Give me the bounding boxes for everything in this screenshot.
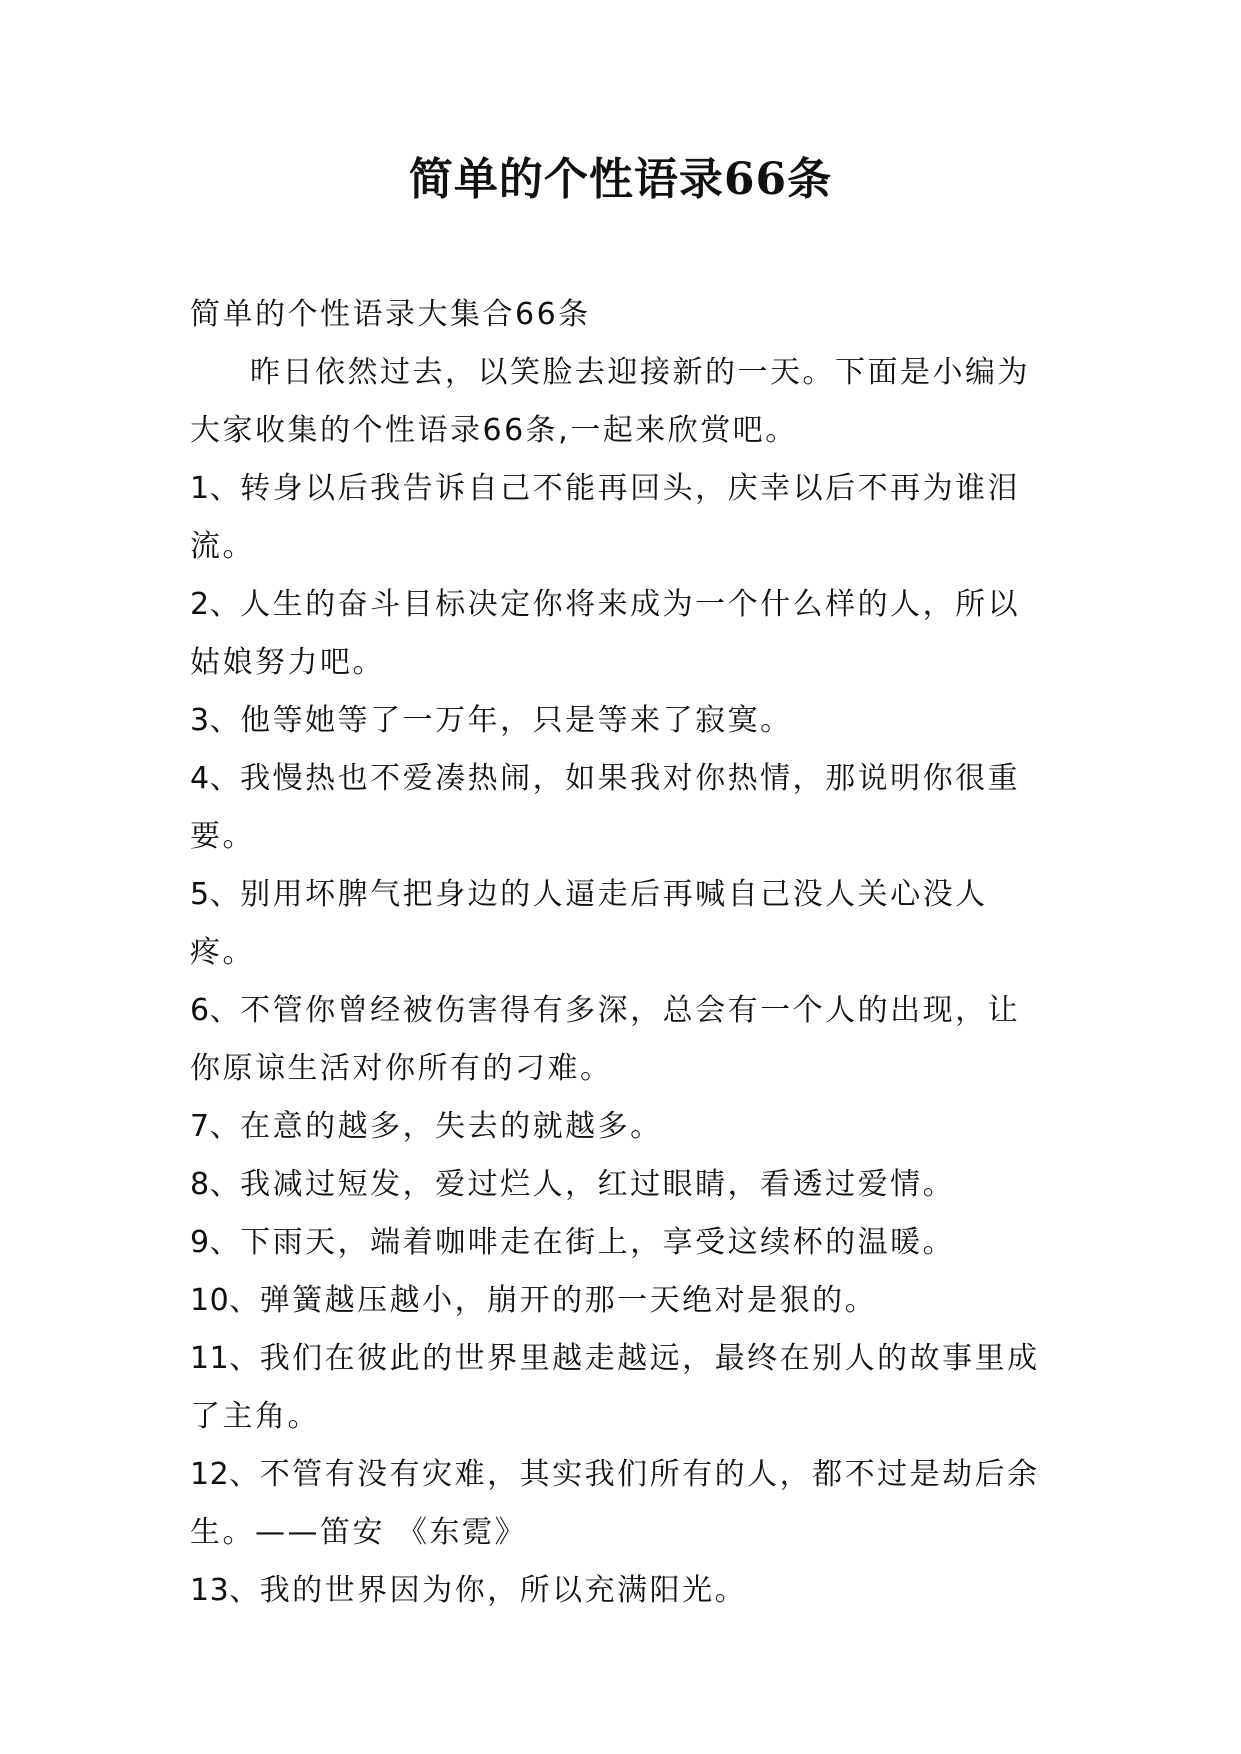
quote-number: 11、 <box>190 1341 260 1376</box>
quote-number: 3、 <box>190 703 241 738</box>
quote-number: 2、 <box>190 587 241 622</box>
quote-item <box>190 460 1050 576</box>
quote-text: 我减过短发，爱过烂人，红过眼睛，看透过爱情。 <box>240 1167 956 1202</box>
quote-item <box>190 1330 1050 1446</box>
document-body <box>190 286 1050 1620</box>
quote-text: 下雨天，端着咖啡走在街上，享受这续杯的温暖。 <box>240 1225 956 1260</box>
quote-item <box>190 866 1050 982</box>
quote-number: 12、 <box>190 1457 260 1492</box>
quote-text: 人生的奋斗目标决定你将来成为一个什么样的人，所以姑娘努力吧。 <box>190 587 1021 680</box>
quote-text: 弹簧越压越小，崩开的那一天绝对是狠的。 <box>259 1283 878 1318</box>
quote-number: 7、 <box>190 1109 241 1144</box>
quote-number: 5、 <box>190 877 241 912</box>
quote-item <box>190 1562 1050 1620</box>
subtitle: 简单的个性语录大集合66条 <box>190 297 591 332</box>
quote-item <box>190 1098 1050 1156</box>
quote-text: 别用坏脾气把身边的人逼走后再喊自己没人关心没人疼。 <box>190 877 988 970</box>
quote-text: 我慢热也不爱凑热闹，如果我对你热情，那说明你很重要。 <box>190 761 1021 854</box>
quote-item <box>190 1214 1050 1272</box>
quote-text: 不管你曾经被伤害得有多深，总会有一个人的出现，让你原谅生活对你所有的刁难。 <box>190 993 1021 1086</box>
quote-number: 1、 <box>190 471 241 506</box>
quote-text: 不管有没有灾难，其实我们所有的人，都不过是劫后余生。——笛安 《东霓》 <box>190 1457 1040 1550</box>
quote-item <box>190 692 1050 750</box>
quote-item <box>190 576 1050 692</box>
quote-text: 我的世界因为你，所以充满阳光。 <box>259 1573 748 1608</box>
quote-item <box>190 1156 1050 1214</box>
quote-text: 在意的越多，失去的就越多。 <box>240 1109 663 1144</box>
page-title: 简单的个性语录66条 <box>408 154 833 205</box>
quote-item <box>190 982 1050 1098</box>
quote-number: 10、 <box>190 1283 260 1318</box>
quote-item <box>190 750 1050 866</box>
quote-number: 4、 <box>190 761 241 796</box>
quote-number: 6、 <box>190 993 241 1028</box>
quote-number: 8、 <box>190 1167 241 1202</box>
quote-item <box>190 1272 1050 1330</box>
quote-text: 他等她等了一万年，只是等来了寂寞。 <box>240 703 793 738</box>
quote-number: 9、 <box>190 1225 241 1260</box>
quote-text: 转身以后我告诉自己不能再回头，庆幸以后不再为谁泪流。 <box>190 471 1021 564</box>
quote-number: 13、 <box>190 1573 260 1608</box>
quote-item <box>190 1446 1050 1562</box>
quote-text: 我们在彼此的世界里越走越远，最终在别人的故事里成了主角。 <box>190 1341 1040 1434</box>
intro-paragraph: 昨日依然过去，以笑脸去迎接新的一天。下面是小编为大家收集的个性语录66条,一起来欣赏吧。 <box>190 355 1030 448</box>
